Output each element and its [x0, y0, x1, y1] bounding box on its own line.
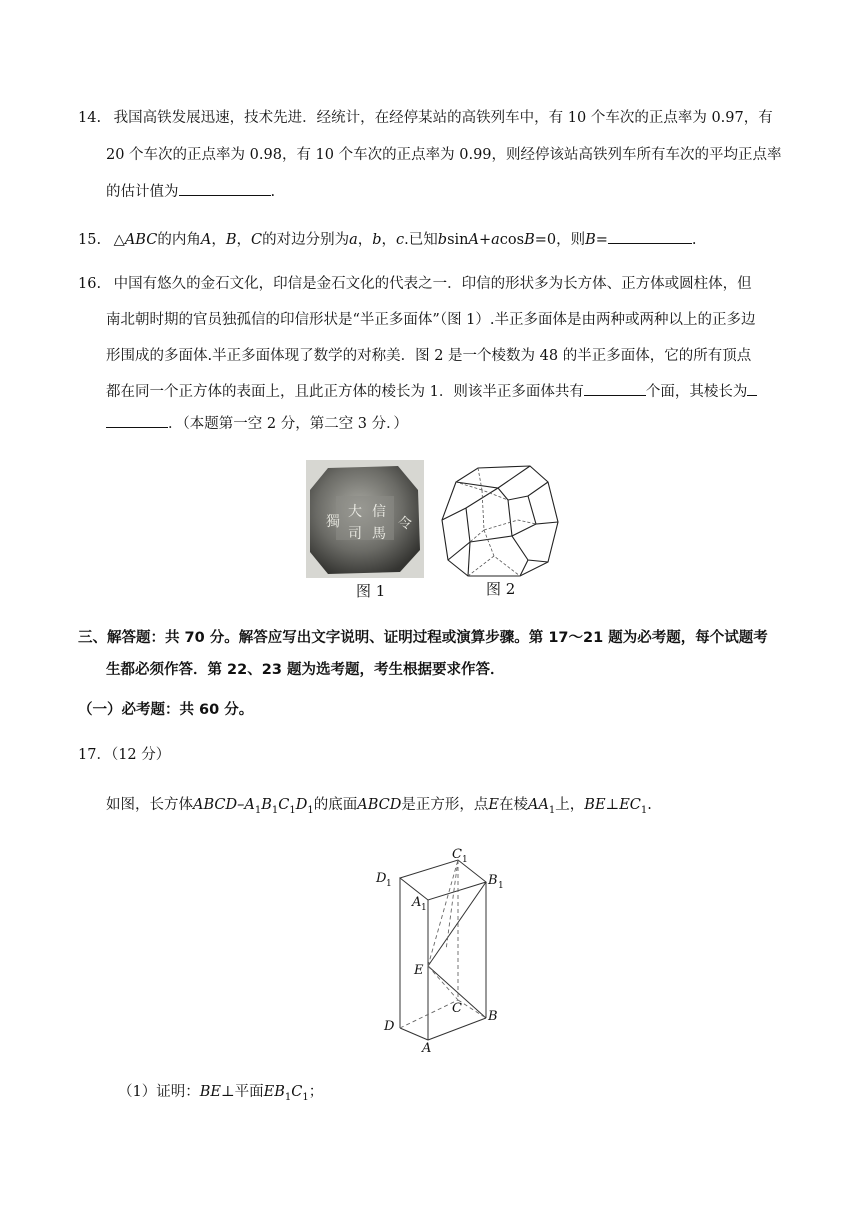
q16-line3: 形围成的多面体.半正多面体现了数学的对称美．图 2 是一个棱数为 48 的半正多面体，它的所有顶点 — [106, 348, 752, 364]
label-D1: D — [376, 871, 387, 886]
seal-char-3: 信 — [372, 504, 386, 520]
comma: ， — [357, 232, 373, 248]
box-name: C — [278, 797, 290, 813]
base-name: ABCD — [357, 797, 402, 813]
q14-number: 14. — [78, 110, 102, 126]
q14-period: . — [270, 184, 276, 200]
q15-line — [78, 228, 697, 250]
q15-text: 的内角 — [157, 232, 201, 248]
polyhedron-figure — [438, 460, 562, 580]
q17-part1 — [118, 1082, 323, 1108]
seal-char-6: 令 — [398, 516, 412, 532]
var-b: b — [437, 232, 448, 248]
q14-line2: 20 个车次的正点率为 0.98，有 10 个车次的正点率为 0.99，则经停该站高铁列车所有车次的平均正点率 — [106, 147, 782, 163]
comma: ， — [211, 232, 226, 248]
section3-line2: 生都必须作答．第 22、23 题为选考题，考生根据要求作答． — [106, 662, 505, 678]
comma: ， — [381, 232, 397, 248]
q15-text: .已知 — [404, 232, 438, 248]
seal-char-2: 大 — [348, 504, 362, 520]
segment-BE: BE — [199, 1084, 221, 1100]
subscript: 1 — [254, 804, 262, 816]
cuboid-figure — [370, 840, 510, 1054]
label-B: B — [488, 1009, 498, 1024]
plane-name: EB — [263, 1084, 285, 1100]
q16-text-4a: 都在同一个正方体的表面上，且此正方体的棱长为 1．则该半正多面体共有 — [106, 384, 584, 400]
q16-text-5: ．（本题第一空 2 分，第二空 3 分．） — [168, 416, 408, 432]
q15-text: =0，则 — [534, 232, 586, 248]
q14-text-3: 的估计值为 — [106, 184, 179, 200]
segment-BE: BE — [584, 797, 606, 813]
q16-line1 — [78, 274, 752, 294]
box-name: D — [295, 797, 308, 813]
subscript: 1 — [307, 804, 314, 816]
subscript: 1 — [289, 804, 296, 816]
q14-line1 — [78, 108, 773, 128]
semicolon: ； — [308, 1084, 324, 1100]
segment-EC: EC — [619, 797, 641, 813]
var-c: c — [396, 232, 405, 248]
label-E: E — [414, 963, 424, 978]
label-D1-sub: 1 — [386, 879, 392, 889]
var-A: A — [468, 232, 479, 248]
triangle-symbol: △ — [113, 232, 125, 248]
q16-text-4b: 个面，其棱长为 — [645, 384, 748, 400]
plus: + — [478, 232, 492, 248]
part1-heading: （一）必考题：共 60 分。 — [78, 702, 254, 718]
var-a: a — [491, 232, 500, 248]
q17-text: 在棱 — [498, 797, 528, 813]
q16-line5 — [106, 412, 408, 434]
period: . — [691, 232, 697, 248]
label-C1-sub: 1 — [462, 855, 468, 865]
q14-text-1: 我国高铁发展迅速，技术先进．经统计，在经停某站的高铁列车中，有 10 个车次的正点率为 0.97，有 — [113, 110, 773, 126]
label-C: C — [452, 1001, 462, 1016]
box-name: ABCD–A — [193, 797, 255, 813]
subscript: 1 — [271, 804, 279, 816]
seal-photo-figure — [306, 460, 424, 578]
q17-text: 上， — [555, 797, 585, 813]
q16-line4 — [106, 380, 757, 402]
label-A1-sub: 1 — [421, 903, 427, 913]
q15-text: 的对边分别为 — [262, 232, 350, 248]
triangle-name: ABC — [124, 232, 158, 248]
q17-statement — [106, 795, 652, 821]
perp-symbol: ⊥ — [605, 797, 620, 813]
subscript: 1 — [302, 1091, 309, 1103]
q14-answer-blank[interactable] — [179, 180, 271, 196]
var-B: B — [524, 232, 535, 248]
label-C1: C — [452, 847, 462, 862]
label-B1-sub: 1 — [498, 881, 504, 891]
q16-text-1: 中国有悠久的金石文化，印信是金石文化的代表之一．印信的形状多为长方体、正方体或圆柱体，但 — [113, 276, 752, 292]
subscript: 1 — [640, 804, 648, 816]
equals: = — [595, 232, 608, 248]
q15-number: 15. — [78, 232, 102, 248]
edge-name: AA — [527, 797, 549, 813]
label-A1: A — [412, 895, 422, 910]
subscript: 1 — [548, 804, 556, 816]
subscript: 1 — [284, 1091, 292, 1103]
cos: cos — [499, 232, 525, 248]
label-B1: B — [488, 873, 498, 888]
box-name: B — [261, 797, 272, 813]
sin: sin — [447, 232, 469, 248]
part1-label: （1）证明： — [118, 1084, 200, 1100]
q16-edge-blank-start[interactable] — [747, 380, 757, 396]
q16-faces-blank[interactable] — [584, 380, 646, 396]
label-A: A — [422, 1041, 432, 1054]
figure2-caption: 图 2 — [486, 580, 516, 598]
comma: ， — [236, 232, 251, 248]
figure1-caption: 图 1 — [356, 582, 386, 600]
q17-text: 如图，长方体 — [106, 797, 193, 813]
point-E: E — [488, 797, 499, 813]
q16-line2: 南北朝时期的官员独孤信的印信形状是“半正多面体”（图 1）.半正多面体是由两种或两种以上的正多边 — [106, 312, 756, 328]
var-A: A — [200, 232, 212, 248]
var-B: B — [225, 232, 237, 248]
period: . — [647, 797, 652, 813]
q17-text: 的底面 — [313, 797, 358, 813]
part1-text: ⊥平面 — [220, 1084, 264, 1100]
q17-text: 是正方形，点 — [401, 797, 489, 813]
seal-char-5: 馬 — [372, 526, 386, 542]
q16-number: 16. — [78, 276, 102, 292]
q15-answer-blank[interactable] — [608, 228, 692, 244]
seal-char-4: 司 — [348, 526, 362, 542]
q17-heading: 17．（12 分） — [78, 747, 171, 763]
var-a: a — [349, 232, 358, 248]
q16-edge-blank[interactable] — [106, 412, 168, 428]
var-C: C — [250, 232, 263, 248]
var-B: B — [585, 232, 596, 248]
var-b: b — [372, 232, 382, 248]
label-D: D — [384, 1019, 395, 1034]
seal-char-1: 獨 — [326, 514, 340, 530]
section3-line1: 三、解答题：共 70 分。解答应写出文字说明、证明过程或演算步骤。第 17～21 题为必考题，每个试题考 — [78, 630, 768, 646]
q14-line3 — [106, 180, 275, 202]
plane-name: C — [291, 1084, 303, 1100]
